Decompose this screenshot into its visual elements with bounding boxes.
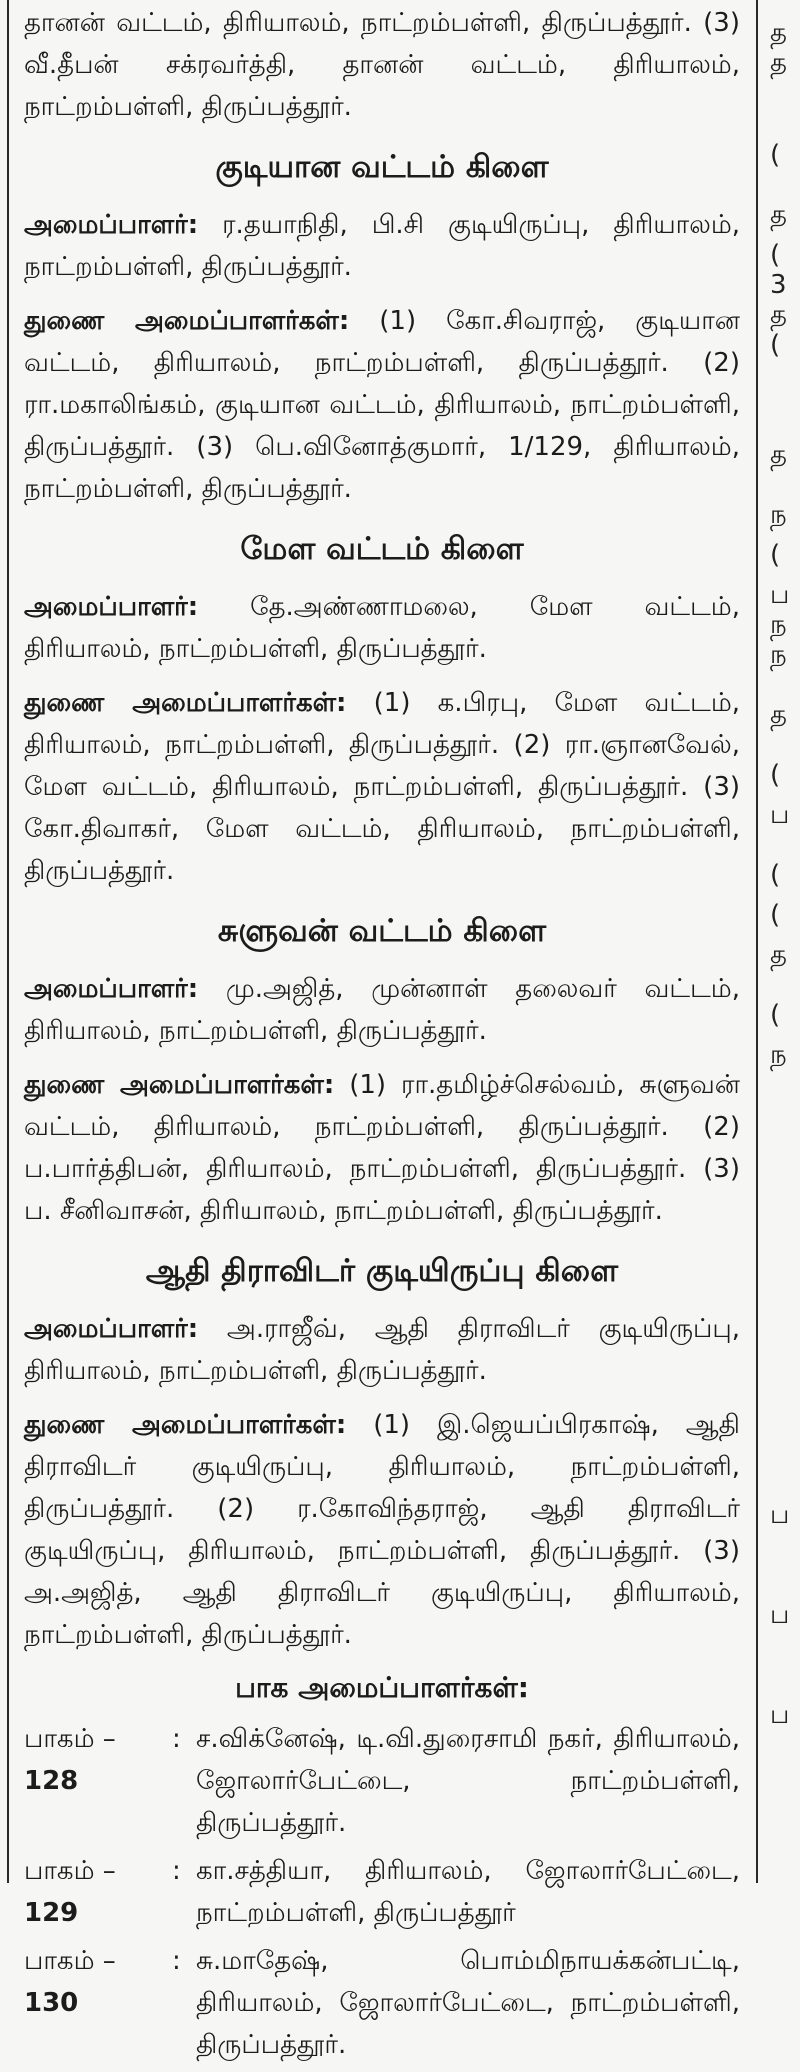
deputy-paragraph: [24, 682, 740, 892]
fragment-glyph: த: [770, 48, 787, 78]
fragment-glyph: (: [770, 860, 781, 890]
booth-row: [24, 1718, 740, 1844]
branch-heading: குடியான வட்டம் கிளை: [215, 149, 549, 185]
fragment-glyph: (: [770, 760, 781, 790]
branch-heading: சுளுவன் வட்டம் கிளை: [217, 913, 547, 949]
booth-colon: :: [172, 1946, 181, 1976]
booth-colon: :: [172, 1724, 181, 1754]
organizer-paragraph: [24, 968, 740, 1052]
fragment-glyph: ப: [770, 580, 790, 610]
organizer-text: மு.அஜித், முன்னாள் தலைவர் வட்டம், திரியாலம், நாட்றம்பள்ளி, திருப்பத்தூர்.: [24, 974, 740, 1046]
branch-section: [24, 146, 740, 510]
deputy-paragraph: [24, 1404, 740, 1656]
deputy-label: துணை அமைப்பாளர்கள்:: [24, 1070, 335, 1100]
fragment-glyph: (: [770, 900, 781, 930]
booth-organizer-text: கா.சத்தியா, திரியாலம், ஜோலார்பேட்டை, நாட்றம்பள்ளி, திருப்பத்தூர்: [196, 1856, 740, 1928]
fragment-glyph: ந: [770, 640, 787, 670]
branch-section: [24, 528, 740, 892]
fragment-glyph: ப: [770, 1700, 790, 1730]
organizer-paragraph: [24, 204, 740, 288]
deputy-paragraph: [24, 300, 740, 510]
fragment-glyph: த: [770, 940, 787, 970]
fragment-glyph: த: [770, 300, 787, 330]
branch-heading: மேள வட்டம் கிளை: [240, 531, 524, 567]
deputy-text: (1) ரா.தமிழ்ச்செல்வம், சுளுவன் வட்டம், திரியாலம், நாட்றம்பள்ளி, திருப்பத்தூர். (2) ப.பார்த்திபன், திரியாலம், நாட்றம்பள்ளி, திருப்பத்தூர். (3) ப. சீனிவாசன், திரியாலம், நாட்றம்பள்ளி, திருப்பத்தூர்.: [24, 1070, 741, 1226]
deputy-label: துணை அமைப்பாளர்கள்:: [24, 688, 347, 718]
deputy-text: (1) க.பிரபு, மேள வட்டம், திரியாலம், நாட்றம்பள்ளி, திருப்பத்தூர். (2) ரா.ஞானவேல், மேள வட்டம், திரியாலம், நாட்றம்பள்ளி, திருப்பத்தூர். (3) கோ.திவாகர், மேள வட்டம், திரியாலம், நாட்றம்பள்ளி, திருப்பத்தூர்.: [24, 688, 741, 886]
branch-section: [24, 910, 740, 1232]
organizer-text: தே.அண்ணாமலை, மேள வட்டம், திரியாலம், நாட்றம்பள்ளி, திருப்பத்தூர்.: [24, 592, 740, 664]
fragment-glyph: த: [770, 700, 787, 730]
booth-colon: :: [172, 1856, 181, 1886]
branch-section: [24, 1250, 740, 1656]
booth-label-text: பாகம் –: [24, 1946, 116, 1976]
booth-number: 129: [24, 1898, 79, 1928]
organizer-label: அமைப்பாளர்:: [24, 210, 199, 240]
booth-list: [24, 1718, 740, 2066]
deputy-text: (1) இ.ஜெயப்பிரகாஷ், ஆதி திராவிடர் குடியிருப்பு, திரியாலம், நாட்றம்பள்ளி, திருப்பத்தூர். (2) ர.கோவிந்தராஜ், ஆதி திராவிடர் குடியிருப்பு, திரியாலம், நாட்றம்பள்ளி, திருப்பத்தூர். (3) அ.அஜித், ஆதி திராவிடர் குடியிருப்பு, திரியாலம், நாட்றம்பள்ளி, திருப்பத்தூர்.: [24, 1410, 740, 1650]
fragment-glyph: 3: [770, 270, 787, 300]
deputy-paragraph: [24, 1064, 740, 1232]
organizer-label: அமைப்பாளர்:: [24, 974, 199, 1004]
main-column: [24, 0, 740, 2072]
fragment-glyph: த: [770, 200, 787, 230]
fragment-glyph: ப: [770, 1500, 790, 1530]
booth-number: 130: [24, 1988, 79, 2018]
lead-paragraph: தானன் வட்டம், திரியாலம், நாட்றம்பள்ளி, திருப்பத்தூர். (3) வீ.தீபன் சக்ரவர்த்தி, தானன் வட்டம், திரியாலம், நாட்றம்பள்ளி, திருப்பத்தூர்.: [24, 8, 740, 122]
fragment-glyph: ப: [770, 1600, 790, 1630]
left-column-rule: [7, 0, 9, 1883]
branch-sections: [24, 146, 740, 1656]
fragment-glyph: ந: [770, 500, 787, 530]
fragment-glyph: (: [770, 240, 781, 270]
fragment-glyph: (: [770, 330, 781, 360]
organizer-text: ர.தயாநிதி, பி.சி குடியிருப்பு, திரியாலம், நாட்றம்பள்ளி, திருப்பத்தூர்.: [24, 210, 741, 282]
fragment-glyph: ப: [770, 800, 790, 830]
branch-heading: ஆதி திராவிடர் குடியிருப்பு கிளை: [145, 1253, 619, 1289]
booth-organizer-text: சு.மாதேஷ், பொம்மிநாயக்கன்பட்டி, திரியாலம், ஜோலார்பேட்டை, நாட்றம்பள்ளி, திருப்பத்தூர்.: [196, 1946, 740, 2060]
booth-label-text: பாகம் –: [24, 1724, 116, 1754]
fragment-glyph: (: [770, 140, 781, 170]
booth-label-text: பாகம் –: [24, 1856, 116, 1886]
organizer-paragraph: [24, 586, 740, 670]
booth-organizer-text: ச.விக்னேஷ், டி.வி.துரைசாமி நகர், திரியாலம், ஜோலார்பேட்டை, நாட்றம்பள்ளி, திருப்பத்தூர்.: [196, 1724, 740, 1838]
fragment-glyph: த: [770, 440, 787, 470]
deputy-text: (1) கோ.சிவராஜ், குடியான வட்டம், திரியாலம், நாட்றம்பள்ளி, திருப்பத்தூர். (2) ரா.மகாலிங்கம், குடியான வட்டம், திரியாலம், நாட்றம்பள்ளி, திருப்பத்தூர். (3) பெ.வினோத்குமார், 1/129, திரியாலம், நாட்றம்பள்ளி, திருப்பத்தூர்.: [24, 306, 741, 504]
deputy-label: துணை அமைப்பாளர்கள்:: [24, 306, 350, 336]
fragment-glyph: ந: [770, 610, 787, 640]
organizer-paragraph: [24, 1308, 740, 1392]
booth-organizers-heading: பாக அமைப்பாளர்கள்:: [235, 1671, 529, 1704]
booth-row: [24, 1940, 740, 2066]
fragment-glyph: ந: [770, 1040, 787, 1070]
fragment-glyph: த: [770, 18, 787, 48]
booth-number: 128: [24, 1766, 79, 1796]
booth-row: [24, 1850, 740, 1934]
organizer-label: அமைப்பாளர்:: [24, 1314, 199, 1344]
adjacent-column-fragment: [770, 0, 800, 1883]
column-divider-rule: [756, 0, 758, 1883]
booth-label: [24, 1718, 172, 1844]
fragment-glyph: (: [770, 1000, 781, 1030]
fragment-glyph: (: [770, 540, 781, 570]
booth-label: [24, 1850, 172, 1934]
booth-label: [24, 1940, 172, 2066]
organizer-label: அமைப்பாளர்:: [24, 592, 199, 622]
organizer-text: அ.ராஜீவ், ஆதி திராவிடர் குடியிருப்பு, திரியாலம், நாட்றம்பள்ளி, திருப்பத்தூர்.: [24, 1314, 740, 1386]
deputy-label: துணை அமைப்பாளர்கள்:: [24, 1410, 347, 1440]
